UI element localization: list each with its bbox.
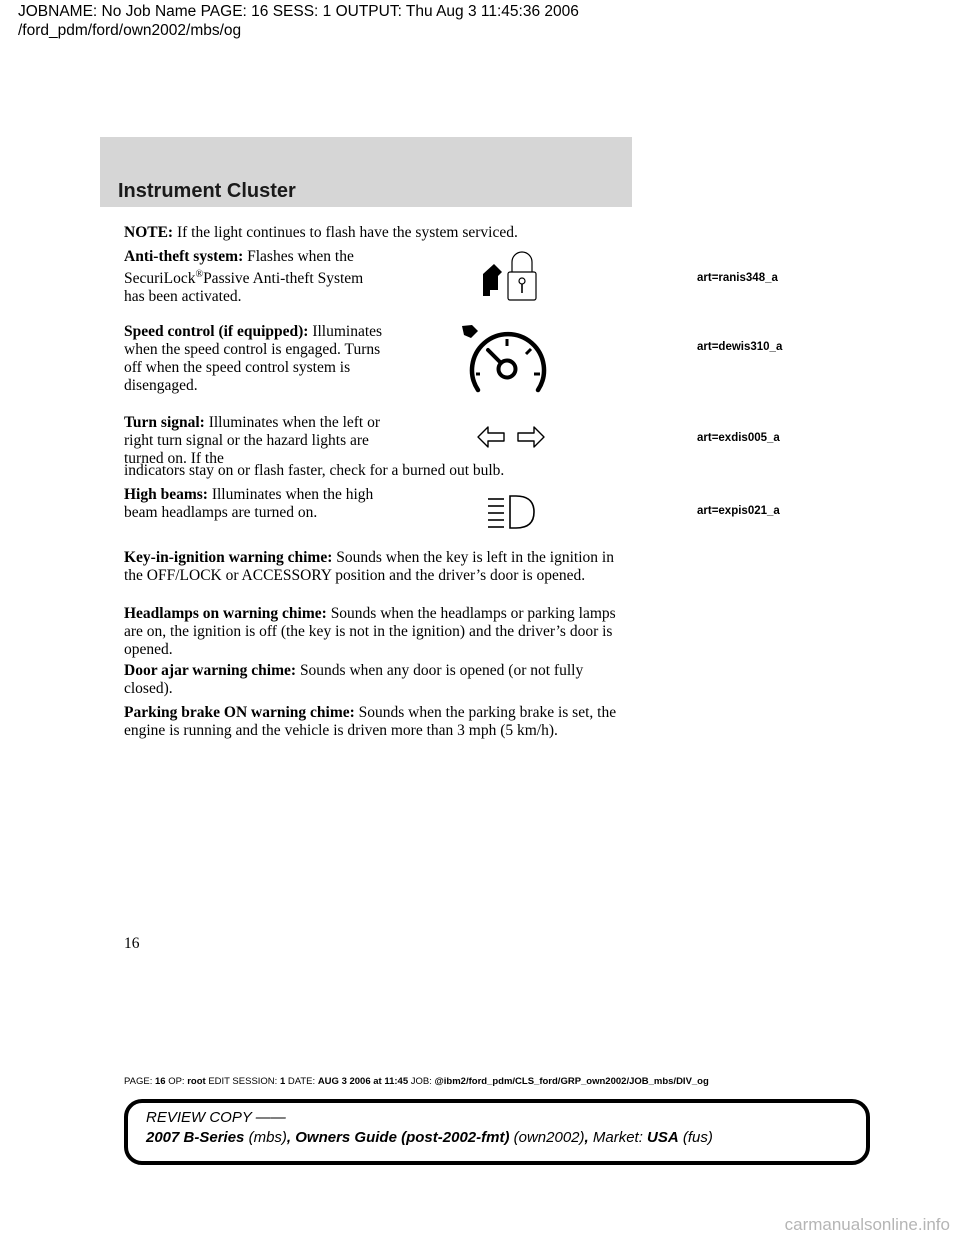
job-header-line-2: /ford_pdm/ford/own2002/mbs/og xyxy=(18,22,242,39)
footer-op-label: OP: xyxy=(168,1076,185,1087)
footer-job-value: @ibm2/ford_pdm/CLS_ford/GRP_own2002/JOB_mbs/DIV_og xyxy=(434,1076,709,1087)
parking-brake-chime-label: Parking brake ON warning chime: xyxy=(124,704,355,721)
parking-brake-chime-paragraph xyxy=(124,704,634,740)
art-ref-speed-control: art=dewis310_a xyxy=(697,341,783,353)
anti-theft-padlock-icon xyxy=(478,248,542,304)
footer-page-label: PAGE: xyxy=(124,1076,153,1087)
door-ajar-chime-text: Sounds when any door is opened (or not fully closed). xyxy=(124,662,584,697)
watermark: carmanualsonline.info xyxy=(784,1215,950,1234)
job-header-line-1: JOBNAME: No Job Name PAGE: 16 SESS: 1 OUTPUT: Thu Aug 3 11:45:36 2006 xyxy=(18,3,579,20)
review-market-value: USA xyxy=(647,1129,679,1146)
note-paragraph xyxy=(124,224,634,242)
anti-theft-paragraph xyxy=(124,248,386,306)
review-guide-code: (own2002) xyxy=(513,1129,585,1146)
review-market-code: (fus) xyxy=(682,1129,713,1146)
section-title: Instrument Cluster xyxy=(118,180,296,202)
review-model-code: (mbs) xyxy=(248,1129,287,1146)
review-copy-line: REVIEW COPY —— xyxy=(146,1109,286,1126)
high-beams-label: High beams: xyxy=(124,486,208,503)
turn-signal-paragraph xyxy=(124,414,386,468)
headlamps-on-chime-text: Sounds when the headlamps or parking lamps are on, the ignition is off (the key is not in the ignition) and the driver’s door is opened. xyxy=(124,605,616,658)
review-guide: Owners Guide (post-2002-fmt) xyxy=(295,1129,510,1146)
footer-job-label: JOB: xyxy=(410,1076,432,1087)
speed-control-paragraph xyxy=(124,323,386,395)
turn-signal-text-continued: indicators stay on or flash faster, check for a burned out bulb. xyxy=(124,462,505,479)
door-ajar-chime-label: Door ajar warning chime: xyxy=(124,662,297,679)
anti-theft-label: Anti-theft system: xyxy=(124,248,244,265)
registered-mark: ® xyxy=(195,269,204,280)
note-label: NOTE: xyxy=(124,224,174,241)
art-ref-high-beams: art=expis021_a xyxy=(697,505,780,517)
footer-session-label: EDIT SESSION: xyxy=(208,1076,278,1087)
high-beams-paragraph xyxy=(124,486,386,522)
parking-brake-chime-text: Sounds when the parking brake is set, the engine is running and the vehicle is driven more than 3 mph (5 km/h). xyxy=(124,704,617,739)
footer-page-value: 16 xyxy=(154,1076,166,1087)
turn-signal-arrows-icon xyxy=(476,424,546,450)
review-separator: , xyxy=(286,1129,292,1146)
headlamps-on-chime-label: Headlamps on warning chime: xyxy=(124,605,327,622)
key-in-ignition-chime-text: Sounds when the key is left in the ignition in the OFF/LOCK or ACCESSORY position and the driver’s door is opened. xyxy=(124,549,614,584)
headlamps-on-chime-paragraph xyxy=(124,605,634,659)
note-text: If the light continues to flash have the system serviced. xyxy=(176,224,518,241)
review-market-label: Market: xyxy=(592,1129,643,1146)
anti-theft-text-a: Flashes when the SecuriLock xyxy=(124,248,354,288)
review-copy-box xyxy=(124,1099,870,1165)
print-job-footer xyxy=(124,1076,709,1087)
art-ref-turn-signal: art=exdis005_a xyxy=(697,432,780,444)
turn-signal-label: Turn signal: xyxy=(124,414,205,431)
footer-date-value: AUG 3 2006 at 11:45 xyxy=(317,1076,409,1087)
key-in-ignition-chime-paragraph xyxy=(124,549,634,585)
footer-op-value: root xyxy=(187,1076,206,1087)
footer-session-value: 1 xyxy=(279,1076,286,1087)
key-in-ignition-chime-label: Key-in-ignition warning chime: xyxy=(124,549,333,566)
review-separator: , xyxy=(584,1129,589,1146)
section-banner xyxy=(100,137,632,207)
review-model: 2007 B-Series xyxy=(146,1129,245,1146)
high-beams-text: Illuminates when the high beam headlamps are turned on. xyxy=(124,486,374,521)
speed-control-label: Speed control (if equipped): xyxy=(124,323,309,340)
door-ajar-chime-paragraph xyxy=(124,662,634,698)
speed-control-icon xyxy=(458,322,550,396)
anti-theft-text-b: Passive Anti-theft System has been activated. xyxy=(124,270,364,306)
turn-signal-paragraph-continued xyxy=(124,462,634,480)
turn-signal-text: Illuminates when the left or right turn signal or the hazard lights are turned on. If the xyxy=(124,414,381,467)
high-beam-icon xyxy=(484,494,540,530)
art-ref-anti-theft: art=ranis348_a xyxy=(697,272,778,284)
page-number: 16 xyxy=(124,935,140,952)
footer-date-label: DATE: xyxy=(287,1076,316,1087)
speed-control-text: Illuminates when the speed control is engaged. Turns off when the speed control system is disengaged. xyxy=(124,323,383,394)
review-product-line xyxy=(146,1129,713,1147)
